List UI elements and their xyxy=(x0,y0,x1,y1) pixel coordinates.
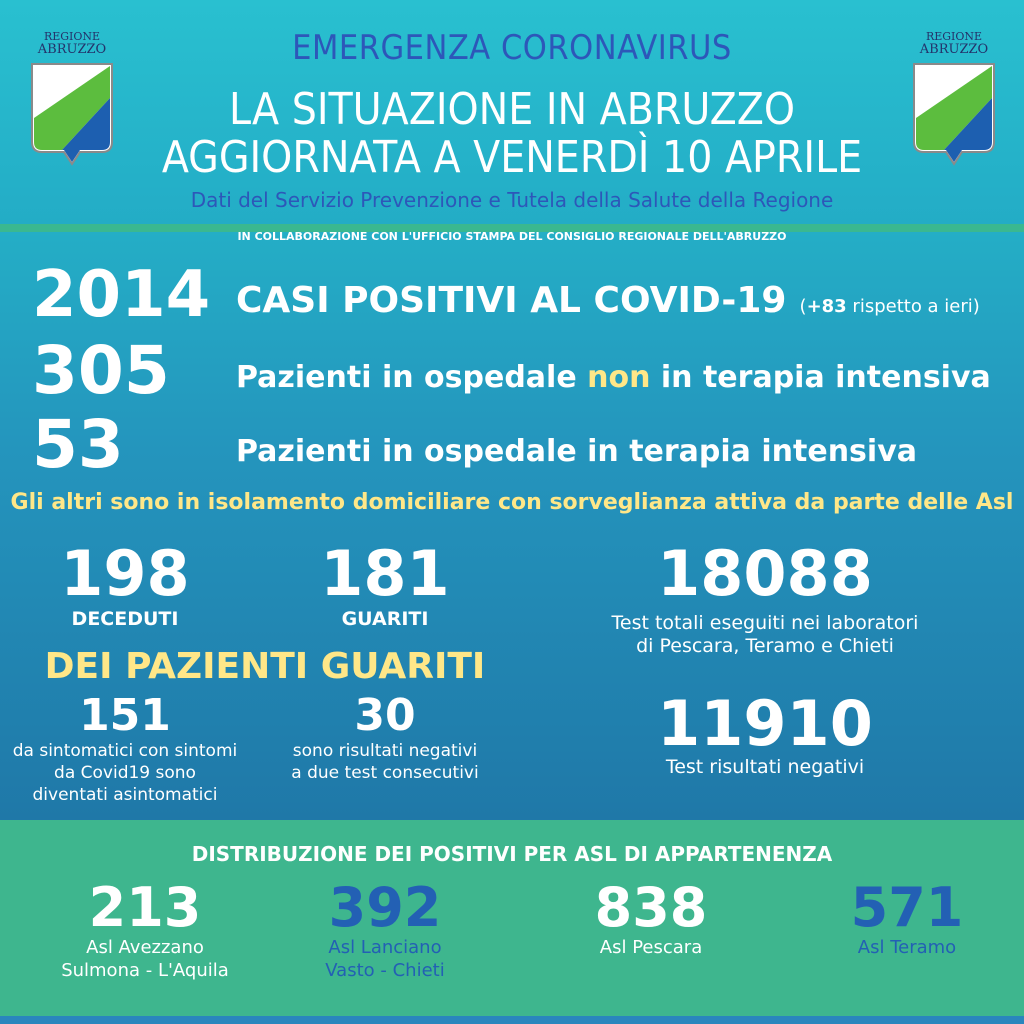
header-title-line1: LA SITUAZIONE IN ABRUZZO xyxy=(229,84,795,135)
guariti-asintomatici-line3: diventati asintomatici xyxy=(32,785,218,805)
test-negativi-label: Test risultati negativi xyxy=(665,756,865,778)
logo-text-regione: REGIONE xyxy=(43,30,101,43)
ospedale-label xyxy=(236,360,991,395)
logo-text-abruzzo: ABRUZZO xyxy=(37,42,107,57)
deceduti-number: 198 xyxy=(60,537,190,610)
casi-delta-open: ( xyxy=(799,296,807,317)
guariti-negativi-number: 30 xyxy=(354,690,416,741)
deceduti-label: DECEDUTI xyxy=(71,608,179,630)
asl-item-teramo xyxy=(802,876,1012,959)
guariti-asintomatici-desc xyxy=(0,740,250,806)
asl-item-pescara xyxy=(546,876,756,959)
guariti-asintomatici-line1: da sintomatici con sintomi xyxy=(12,741,238,761)
ospedale-number: 305 xyxy=(32,332,170,409)
isolamento-note: Gli altri sono in isolamento domiciliare con sorveglianza attiva da parte delle Asl xyxy=(10,490,1014,515)
ospedale-label-non: non xyxy=(587,360,651,395)
collab-text: IN COLLABORAZIONE CON L'UFFICIO STAMPA DEL CONSIGLIO REGIONALE DELL'ABRUZZO xyxy=(237,230,787,243)
test-totali-label xyxy=(580,612,950,658)
terapia-intensiva-label: Pazienti in ospedale in terapia intensiva xyxy=(236,434,917,469)
ospedale-label-a: Pazienti in ospedale xyxy=(236,360,588,395)
casi-positivi-row xyxy=(236,280,980,321)
asl-avezzano-number: 213 xyxy=(88,876,202,939)
asl-avezzano-label1: Asl Avezzano xyxy=(86,937,204,958)
asl-avezzano-label2: Sulmona - L'Aquila xyxy=(61,960,229,981)
guariti-negativi-desc xyxy=(270,740,500,784)
guariti-asintomatici-number: 151 xyxy=(79,690,171,741)
logo-text-abruzzo: ABRUZZO xyxy=(919,42,989,57)
guariti-label: GUARITI xyxy=(341,608,429,630)
test-totali-line2: di Pescara, Teramo e Chieti xyxy=(636,635,894,657)
dei-pazienti-guariti-heading: DEI PAZIENTI GUARITI xyxy=(44,646,486,687)
guariti-number: 181 xyxy=(320,537,450,610)
asl-lanciano-label1: Asl Lanciano xyxy=(328,937,442,958)
footer-band xyxy=(0,1016,1024,1024)
asl-item-lanciano xyxy=(280,876,490,982)
asl-teramo-label1: Asl Teramo xyxy=(857,937,957,958)
header-title-line2: AGGIORNATA A VENERDÌ 10 APRILE xyxy=(161,132,863,183)
casi-delta-text: rispetto a ieri) xyxy=(846,296,980,317)
guariti-negativi-line2: a due test consecutivi xyxy=(291,763,479,783)
asl-lanciano-number: 392 xyxy=(328,876,442,939)
header-source-subtitle: Dati del Servizio Prevenzione e Tutela della Salute della Regione xyxy=(190,188,834,212)
header-main-title xyxy=(0,86,1024,182)
guariti-negativi-line1: sono risultati negativi xyxy=(292,741,478,761)
header-emergency-title: EMERGENZA CORONAVIRUS xyxy=(292,28,732,68)
logo-text-regione: REGIONE xyxy=(925,30,983,43)
ospedale-label-b: in terapia intensiva xyxy=(650,360,991,395)
asl-lanciano-label2: Vasto - Chieti xyxy=(325,960,445,981)
casi-delta xyxy=(800,296,980,317)
asl-teramo-number: 571 xyxy=(850,876,964,939)
test-negativi-number: 11910 xyxy=(657,687,873,760)
asl-item-avezzano xyxy=(40,876,250,982)
casi-positivi-label: CASI POSITIVI AL COVID-19 xyxy=(236,280,787,321)
test-totali-line1: Test totali eseguiti nei laboratori xyxy=(611,612,919,634)
casi-positivi-number: 2014 xyxy=(32,258,211,332)
test-totali-number: 18088 xyxy=(657,537,873,610)
asl-pescara-label1: Asl Pescara xyxy=(599,937,703,958)
casi-delta-value: +83 xyxy=(806,296,847,317)
terapia-intensiva-number: 53 xyxy=(32,406,124,483)
guariti-asintomatici-line2: da Covid19 sono xyxy=(54,763,196,783)
asl-pescara-number: 838 xyxy=(594,876,708,939)
asl-distribution-title: DISTRIBUZIONE DEI POSITIVI PER ASL DI APPARTENENZA xyxy=(191,842,833,866)
